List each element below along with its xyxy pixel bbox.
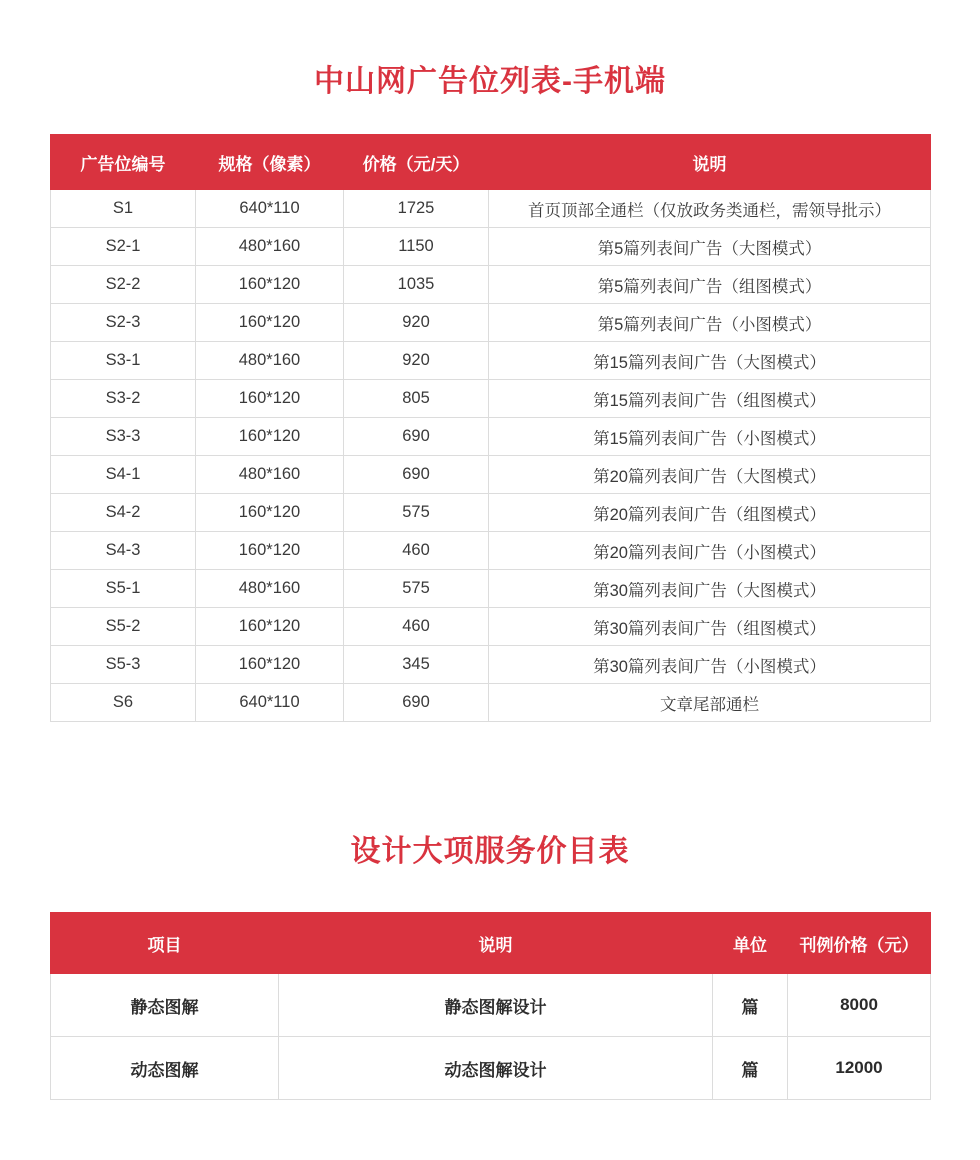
cell-description: 首页顶部全通栏（仅放政务类通栏，需领导批示） [489,190,931,228]
cell-description: 动态图解设计 [279,1037,713,1100]
cell-description: 第20篇列表间广告（小图模式） [489,532,931,570]
cell-description: 第5篇列表间广告（组图模式） [489,266,931,304]
table-row [51,532,931,570]
cell-description: 第20篇列表间广告（组图模式） [489,494,931,532]
cell-size: 480*160 [196,228,344,266]
table-row [51,380,931,418]
cell-description: 第5篇列表间广告（小图模式） [489,304,931,342]
design-price-table [50,912,931,1100]
cell-price: 920 [344,304,489,342]
column-header-unit: 单位 [713,913,788,974]
cell-description: 第5篇列表间广告（大图模式） [489,228,931,266]
cell-ad-id: S4-2 [51,494,196,532]
cell-price: 690 [344,456,489,494]
table-row [51,342,931,380]
cell-price: 1035 [344,266,489,304]
cell-size: 160*120 [196,608,344,646]
cell-ad-id: S4-1 [51,456,196,494]
cell-list-price: 12000 [788,1037,931,1100]
column-header-list-price: 刊例价格（元） [788,913,931,974]
price-list-page [0,20,980,1160]
table-row [51,1037,931,1100]
cell-description: 第15篇列表间广告（组图模式） [489,380,931,418]
cell-description: 静态图解设计 [279,974,713,1037]
cell-price: 805 [344,380,489,418]
table-header-row [51,913,931,974]
column-header-size: 规格（像素） [196,135,344,190]
cell-size: 160*120 [196,380,344,418]
cell-description: 文章尾部通栏 [489,684,931,722]
cell-ad-id: S2-2 [51,266,196,304]
design-section-title: 设计大项服务价目表 [350,835,630,869]
cell-price: 1150 [344,228,489,266]
cell-size: 160*120 [196,266,344,304]
cell-size: 160*120 [196,494,344,532]
ads-table-header [51,135,931,190]
cell-ad-id: S6 [51,684,196,722]
cell-price: 345 [344,646,489,684]
ads-table-container [0,134,980,722]
cell-price: 575 [344,494,489,532]
column-header-ad-id: 广告位编号 [51,135,196,190]
cell-price: 575 [344,570,489,608]
table-row [51,228,931,266]
table-row [51,190,931,228]
cell-ad-id: S5-1 [51,570,196,608]
cell-size: 640*110 [196,190,344,228]
table-header-row [51,135,931,190]
cell-ad-id: S2-1 [51,228,196,266]
cell-price: 1725 [344,190,489,228]
table-row [51,266,931,304]
cell-item: 动态图解 [51,1037,279,1100]
cell-size: 640*110 [196,684,344,722]
ads-table-body [51,190,931,722]
cell-ad-id: S3-3 [51,418,196,456]
cell-ad-id: S3-1 [51,342,196,380]
table-row [51,456,931,494]
table-row [51,304,931,342]
cell-ad-id: S5-3 [51,646,196,684]
cell-list-price: 8000 [788,974,931,1037]
cell-price: 690 [344,684,489,722]
cell-size: 160*120 [196,532,344,570]
cell-size: 160*120 [196,418,344,456]
cell-item: 静态图解 [51,974,279,1037]
cell-description: 第15篇列表间广告（小图模式） [489,418,931,456]
cell-size: 480*160 [196,456,344,494]
cell-description: 第20篇列表间广告（大图模式） [489,456,931,494]
cell-ad-id: S2-3 [51,304,196,342]
table-row [51,494,931,532]
design-table-container [0,912,980,1100]
cell-ad-id: S1 [51,190,196,228]
column-header-price: 价格（元/天） [344,135,489,190]
table-row [51,684,931,722]
table-row [51,646,931,684]
column-header-item: 项目 [51,913,279,974]
table-row [51,418,931,456]
cell-size: 160*120 [196,304,344,342]
cell-ad-id: S5-2 [51,608,196,646]
table-row [51,570,931,608]
cell-unit: 篇 [713,974,788,1037]
column-header-description: 说明 [279,913,713,974]
column-header-description: 说明 [489,135,931,190]
table-row [51,608,931,646]
ads-section-title: 中山网广告位列表-手机端 [314,65,666,99]
cell-size: 160*120 [196,646,344,684]
cell-unit: 篇 [713,1037,788,1100]
design-table-body [51,974,931,1100]
design-table-header [51,913,931,974]
bottom-spacer [0,1100,980,1160]
cell-description: 第30篇列表间广告（小图模式） [489,646,931,684]
cell-price: 690 [344,418,489,456]
table-row [51,974,931,1037]
cell-description: 第15篇列表间广告（大图模式） [489,342,931,380]
cell-size: 480*160 [196,570,344,608]
ads-price-table [50,134,931,722]
cell-description: 第30篇列表间广告（组图模式） [489,608,931,646]
cell-price: 460 [344,608,489,646]
cell-size: 480*160 [196,342,344,380]
cell-ad-id: S4-3 [51,532,196,570]
cell-ad-id: S3-2 [51,380,196,418]
cell-price: 920 [344,342,489,380]
cell-price: 460 [344,532,489,570]
cell-description: 第30篇列表间广告（大图模式） [489,570,931,608]
